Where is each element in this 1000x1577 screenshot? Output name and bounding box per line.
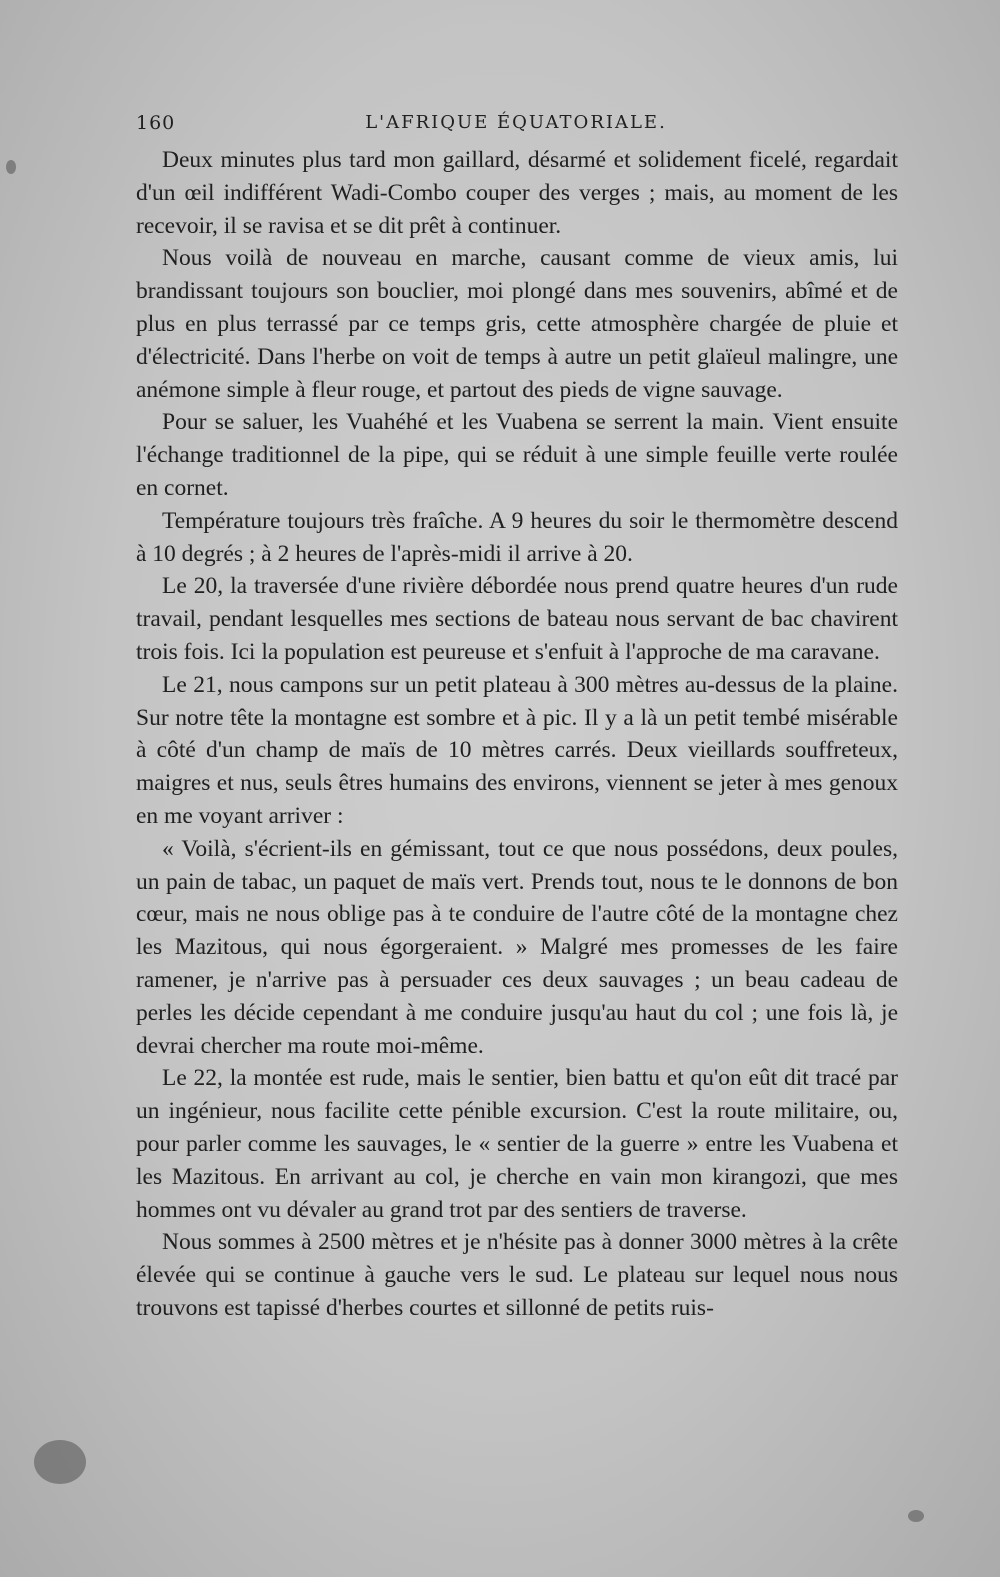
paragraph: Température toujours très fraîche. A 9 heures du soir le thermomètre descend à 10 degrés ; à 2 heures de l'après-midi il arrive à 20. [136, 507, 898, 567]
paragraph: Nous sommes à 2500 mètres et je n'hésite pas à donner 3000 mètres à la crête élevée qui se continue à gauche vers le sud. Le plateau sur lequel nous nous trouvons est tapissé d'herbes courtes et sillonné de petits ruis- [136, 1229, 898, 1321]
running-title: L'AFRIQUE ÉQUATORIALE. [365, 112, 667, 133]
ink-spot [6, 160, 16, 174]
paragraph: Deux minutes plus tard mon gaillard, désarmé et solidement ficelé, regardait d'un œil indifférent Wadi-Combo couper des verges ; mais, au moment de les recevoir, il se ravisa et se dit prêt à continuer. [136, 147, 898, 239]
body-text [136, 144, 898, 1325]
page-header [136, 112, 896, 142]
paragraph: Nous voilà de nouveau en marche, causant comme de vieux amis, lui brandissant toujours son bouclier, moi plongé dans mes souvenirs, abîmé et de plus en plus terrassé par ce temps gris, cette atmosphère chargée de pluie et d'électricité. Dans l'herbe on voit de temps à autre un petit glaïeul malingre, une anémone simple à fleur rouge, et partout des pieds de vigne sauvage. [136, 245, 898, 403]
page-number: 160 [136, 112, 176, 134]
paragraph: Le 22, la montée est rude, mais le sentier, bien battu et qu'on eût dit tracé par un ingénieur, nous facilite cette pénible excursion. C'est la route militaire, ou, pour parler comme les sauvages, le « sentier de la guerre » entre les Vuabena et les Mazitous. En arrivant au col, je cherche en vain mon kirangozi, que mes hommes ont vu dévaler au grand trot par des sentiers de traverse. [136, 1065, 898, 1223]
ink-spot [908, 1510, 924, 1522]
paragraph: Le 20, la traversée d'une rivière débordée nous prend quatre heures d'un rude travail, pendant lesquelles mes sections de bateau nous servant de bac chavirent trois fois. Ici la population est peureuse et s'enfuit à l'approche de ma caravane. [136, 573, 898, 665]
paragraph: Pour se saluer, les Vuahéhé et les Vuabena se serrent la main. Vient ensuite l'échange traditionnel de la pipe, qui se réduit à une simple feuille verte roulée en cornet. [136, 409, 898, 501]
paragraph: « Voilà, s'écrient-ils en gémissant, tout ce que nous possédons, deux poules, un pain de tabac, un paquet de maïs vert. Prends tout, nous te le donnons de bon cœur, mais ne nous oblige pas à te conduire de l'autre côté de la montagne chez les Mazitous, qui nous égorgeraient. » Malgré mes promesses de les faire ramener, je n'arrive pas à persuader ces deux sauvages ; un beau cadeau de perles les décide cependant à me conduire jusqu'au haut du col ; une fois là, je devrai chercher ma route moi-même. [136, 835, 898, 1059]
ink-spot [34, 1440, 86, 1484]
paragraph: Le 21, nous campons sur un petit plateau à 300 mètres au-dessus de la plaine. Sur notre tête la montagne est sombre et à pic. Il y a là un petit tembé misérable à côté d'un champ de maïs de 10 mètres carrés. Deux vieillards souffreteux, maigres et nus, seuls êtres humains des environs, viennent se jeter à mes genoux en me voyant arriver : [136, 671, 898, 829]
